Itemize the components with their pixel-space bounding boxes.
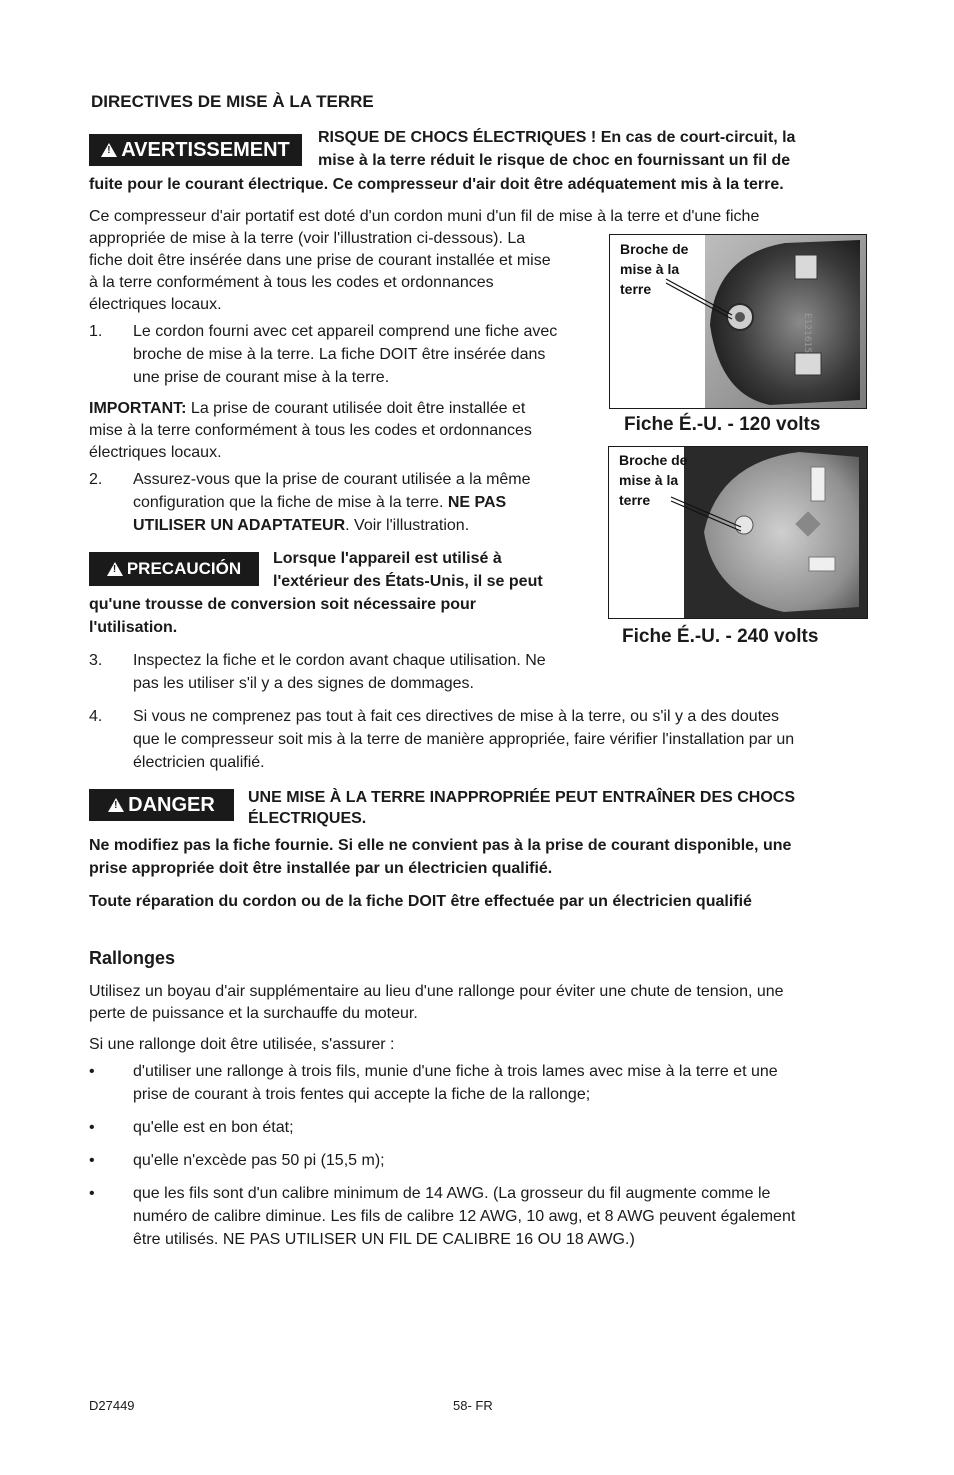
- caution-label: [89, 552, 259, 586]
- item-2-line-3-text: . Voir l'illustration.: [345, 517, 470, 534]
- item-4-line-1: Si vous ne comprenez pas tout à fait ces directives de mise à la terre, ou s'il y a des doutes: [133, 708, 780, 725]
- danger-paragraph-1-line-1: Ne modifiez pas la fiche fournie. Si elle ne convient pas à la prise de courant disponible, une: [89, 837, 792, 854]
- bullet-2-text: qu'elle est en bon état;: [133, 1119, 294, 1136]
- item-1-line-1: Le cordon fourni avec cet appareil comprend une fiche avec: [133, 323, 558, 340]
- important-line-1: [89, 398, 525, 420]
- danger-paragraph-2: Toute réparation du cordon ou de la fiche DOIT être effectuée par un électricien qualifié: [89, 893, 752, 910]
- item-2-line-1: Assurez-vous que la prise de courant utilisée a la même: [133, 471, 531, 488]
- intro-line-4: à la terre conformément à tous les codes et ordonnances: [89, 274, 494, 291]
- bullet-1-marker: •: [89, 1063, 95, 1080]
- item-4-line-3: électricien qualifié.: [133, 754, 265, 771]
- danger-label-text: DANGER: [128, 793, 215, 816]
- item-2-line-2-bold: NE PAS: [447, 494, 507, 511]
- item-2-number: 2.: [89, 471, 103, 488]
- bullet-4-line-1: que les fils sont d'un calibre minimum de 14 AWG. (La grosseur du fil augmente comme le: [133, 1185, 771, 1202]
- bullet-1-line-1: d'utiliser une rallonge à trois fils, munie d'une fiche à trois lames avec mise à la terre et une: [133, 1063, 778, 1080]
- plug-240v-callout-1: Broche de: [619, 452, 688, 468]
- plug-240v-callout-3: terre: [619, 492, 651, 508]
- warning-triangle-icon: !: [101, 143, 117, 157]
- bullet-2-marker: •: [89, 1119, 95, 1136]
- intro-line-1: Ce compresseur d'air portatif est doté d'un cordon muni d'un fil de mise à la terre et d'une fiche: [89, 208, 760, 225]
- caution-line-3: qu'une trousse de conversion soit nécessaire pour: [89, 596, 477, 613]
- danger-triangle-icon: !: [108, 798, 124, 812]
- danger-paragraph-1-line-2: prise appropriée doit être installée par un électricien qualifié.: [89, 860, 553, 877]
- item-3-number: 3.: [89, 652, 103, 669]
- important-line-2: mise à la terre conformément à tous les codes et ordonnances: [89, 422, 532, 439]
- plug-240v-caption: Fiche É.-U. - 240 volts: [622, 626, 819, 647]
- item-3-line-2: pas les utiliser s'il y a des signes de dommages.: [133, 675, 474, 692]
- danger-line-1: UNE MISE À LA TERRE INAPPROPRIÉE PEUT ENTRAÎNER DES CHOCS: [248, 789, 796, 806]
- plug-120v-callout-2: mise à la: [620, 261, 680, 277]
- intro-line-3: fiche doit être insérée dans une prise de courant installée et mise: [89, 252, 551, 269]
- intro-line-2: appropriée de mise à la terre (voir l'illustration ci-dessous). La: [89, 230, 526, 247]
- section-title: DIRECTIVES DE MISE À LA TERRE: [91, 92, 374, 111]
- important-text: La prise de courant utilisée doit être installée et: [186, 400, 526, 417]
- rallonges-title: Rallonges: [89, 948, 176, 968]
- rallonges-paragraph-1-line-1: Utilisez un boyau d'air supplémentaire au lieu d'une rallonge pour éviter une chute de tension, une: [89, 983, 784, 1000]
- caution-triangle-icon: !: [107, 562, 123, 576]
- caution-label-text: PRECAUCIÓN: [126, 559, 242, 578]
- plug-120v-callout-1: Broche de: [620, 241, 689, 257]
- warning-label: [89, 134, 302, 166]
- plug-240v-callout-2: mise à la: [619, 472, 679, 488]
- plug-120v-callout-3: terre: [620, 281, 652, 297]
- footer-model: D27449: [89, 1398, 135, 1413]
- rallonges-paragraph-2: Si une rallonge doit être utilisée, s'assurer :: [89, 1036, 395, 1053]
- item-4-number: 4.: [89, 708, 103, 725]
- caution-line-2: l'extérieur des États-Unis, il se peut: [273, 573, 543, 590]
- bullet-4-line-3: être utilisés. NE PAS UTILISER UN FIL DE CALIBRE 16 OU 18 AWG.): [133, 1231, 635, 1248]
- item-2-line-2-text: configuration que la fiche de mise à la terre.: [133, 494, 448, 511]
- bullet-4-line-2: numéro de calibre diminue. Les fils de calibre 12 AWG, 10 awg, et 8 AWG peuvent également: [133, 1208, 796, 1225]
- rallonges-paragraph-1-line-2: perte de puissance et la surchauffe du moteur.: [89, 1005, 418, 1022]
- item-3-line-1: Inspectez la fiche et le cordon avant chaque utilisation. Ne: [133, 652, 546, 669]
- svg-text:E121615: E121615: [802, 313, 812, 354]
- item-2-line-2: [133, 492, 506, 514]
- bullet-3-marker: •: [89, 1152, 95, 1169]
- bullet-4-marker: •: [89, 1185, 95, 1202]
- danger-label: [89, 789, 234, 821]
- intro-line-5: électriques locaux.: [89, 296, 222, 313]
- warning-line-2: mise à la terre réduit le risque de choc en fournissant un fil de: [318, 152, 791, 169]
- warning-line-3: fuite pour le courant électrique. Ce compresseur d'air doit être adéquatement mis à la terre.: [89, 176, 784, 193]
- item-1-number: 1.: [89, 323, 103, 340]
- danger-line-2: ÉLECTRIQUES.: [248, 810, 367, 827]
- item-4-line-2: que le compresseur soit mis à la terre de manière appropriée, faire vérifier l'installation par un: [133, 731, 795, 748]
- caution-line-1: Lorsque l'appareil est utilisé à: [273, 550, 502, 567]
- warning-line-1: RISQUE DE CHOCS ÉLECTRIQUES ! En cas de court-circuit, la: [318, 129, 796, 146]
- warning-label-text: AVERTISSEMENT: [121, 138, 290, 161]
- plug-120v-caption: Fiche É.-U. - 120 volts: [624, 414, 821, 435]
- caution-line-4: l'utilisation.: [89, 619, 178, 636]
- important-line-3: électriques locaux.: [89, 444, 222, 461]
- footer-page-number: 58- FR: [453, 1398, 493, 1413]
- item-2-line-3-bold: UTILISER UN ADAPTATEUR: [133, 517, 346, 534]
- item-2-line-3: [133, 515, 469, 537]
- item-1-line-2: broche de mise à la terre. La fiche DOIT être insérée dans: [133, 346, 546, 363]
- item-1-line-3: une prise de courant mise à la terre.: [133, 369, 390, 386]
- important-label: IMPORTANT:: [89, 400, 187, 417]
- bullet-3-text: qu'elle n'excède pas 50 pi (15,5 m);: [133, 1152, 385, 1169]
- bullet-1-line-2: prise de courant à trois fentes qui accepte la fiche de la rallonge;: [133, 1086, 591, 1103]
